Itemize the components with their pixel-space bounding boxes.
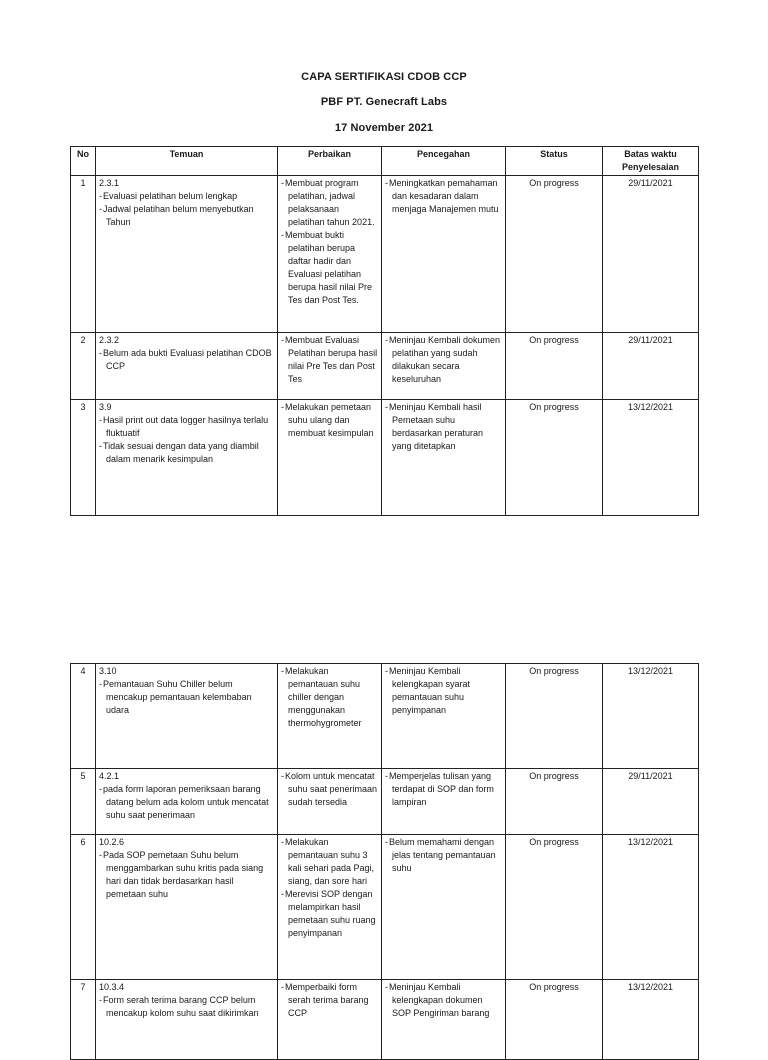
status-cell: On progress — [506, 835, 603, 980]
temuan-item: - Pada SOP pemetaan Suhu belum menggambarkan suhu kritis pada siang hari dan tidak berdasarkan hasil pemetaan suhu — [99, 849, 274, 901]
pencegahan-cell-list — [385, 401, 502, 453]
deadline-cell: 13/12/2021 — [603, 400, 699, 516]
pencegahan-cell-list — [385, 665, 502, 717]
perbaikan-cell-item: - Kolom untuk mencatat suhu saat penerimaan sudah tersedia — [281, 770, 378, 809]
perbaikan-cell-item: - Membuat program pelatihan, jadwal pelaksanaan pelatihan tahun 2021. — [281, 177, 378, 229]
row-number: 2 — [71, 333, 96, 400]
finding-code: 3.9 — [99, 402, 112, 412]
finding-code: 3.10 — [99, 666, 117, 676]
deadline-cell: 13/12/2021 — [603, 664, 699, 769]
temuan-list — [99, 190, 274, 229]
perbaikan-cell — [278, 769, 382, 835]
status-cell: On progress — [506, 400, 603, 516]
capa-table-continued — [70, 663, 699, 1060]
status-cell: On progress — [506, 664, 603, 769]
header-batas-waktu: Batas waktu Penyelesaian — [603, 147, 699, 176]
temuan-cell — [96, 980, 278, 1060]
pencegahan-cell-item: - Meningkatkan pemahaman dan kesadaran dalam menjaga Manajemen mutu — [385, 177, 502, 216]
header-temuan: Temuan — [96, 147, 278, 176]
deadline-cell: 29/11/2021 — [603, 769, 699, 835]
temuan-list — [99, 678, 274, 717]
perbaikan-cell — [278, 664, 382, 769]
perbaikan-cell-list — [281, 770, 378, 809]
perbaikan-cell-item: - Merevisi SOP dengan melampirkan hasil pemetaan suhu ruang penyimpanan — [281, 888, 378, 940]
document-title: CAPA SERTIFIKASI CDOB CCP — [301, 71, 467, 83]
table-row — [71, 176, 699, 333]
pencegahan-cell — [382, 664, 506, 769]
perbaikan-cell-list — [281, 836, 378, 940]
temuan-item: - Pemantauan Suhu Chiller belum mencakup pemantauan kelembaban udara — [99, 678, 274, 717]
temuan-cell — [96, 400, 278, 516]
perbaikan-cell — [278, 980, 382, 1060]
table-row — [71, 400, 699, 516]
pencegahan-cell-item: - Belum memahami dengan jelas tentang pemantauan suhu — [385, 836, 502, 875]
pencegahan-cell-item: - Meninjau Kembali dokumen pelatihan yang sudah dilakukan secara keseluruhan — [385, 334, 502, 386]
pencegahan-cell-item: - Meninjau Kembali kelengkapan dokumen SOP Pengiriman barang — [385, 981, 502, 1020]
pencegahan-cell-list — [385, 981, 502, 1020]
temuan-cell — [96, 333, 278, 400]
pencegahan-cell — [382, 835, 506, 980]
perbaikan-cell-item: - Melakukan pemantauan suhu 3 kali sehari pada Pagi, siang, dan sore hari — [281, 836, 378, 888]
perbaikan-cell — [278, 333, 382, 400]
perbaikan-cell — [278, 835, 382, 980]
temuan-item: - Evaluasi pelatihan belum lengkap — [99, 190, 274, 203]
table-row — [71, 664, 699, 769]
perbaikan-cell-item: - Membuat Evaluasi Pelatihan berupa hasil nilai Pre Tes dan Post Tes — [281, 334, 378, 386]
deadline-cell: 13/12/2021 — [603, 835, 699, 980]
perbaikan-cell — [278, 400, 382, 516]
finding-code: 2.3.1 — [99, 178, 120, 188]
pencegahan-cell-item: - Memperjelas tulisan yang terdapat di SOP dan form lampiran — [385, 770, 502, 809]
temuan-cell — [96, 769, 278, 835]
status-cell: On progress — [506, 980, 603, 1060]
temuan-list — [99, 994, 274, 1020]
finding-code: 4.2.1 — [99, 771, 120, 781]
pencegahan-cell — [382, 769, 506, 835]
deadline-cell: 29/11/2021 — [603, 176, 699, 333]
row-number: 3 — [71, 400, 96, 516]
pencegahan-cell-item: - Meninjau Kembali kelengkapan syarat pemantauan suhu penyimpanan — [385, 665, 502, 717]
header-no: No — [71, 147, 96, 176]
header-perbaikan: Perbaikan — [278, 147, 382, 176]
header-pencegahan: Pencegahan — [382, 147, 506, 176]
pencegahan-cell-list — [385, 770, 502, 809]
finding-code: 2.3.2 — [99, 335, 120, 345]
temuan-item: - Tidak sesuai dengan data yang diambil dalam menarik kesimpulan — [99, 440, 274, 466]
temuan-list — [99, 849, 274, 901]
perbaikan-cell-list — [281, 177, 378, 307]
document-date: 17 November 2021 — [334, 122, 434, 134]
perbaikan-cell-item: - Melakukan pemantauan suhu chiller dengan menggunakan thermohygrometer — [281, 665, 378, 730]
temuan-cell — [96, 835, 278, 980]
header-status: Status — [506, 147, 603, 176]
perbaikan-cell-list — [281, 665, 378, 730]
table-header-row — [71, 147, 699, 176]
perbaikan-cell-list — [281, 334, 378, 386]
temuan-list — [99, 414, 274, 466]
deadline-cell: 29/11/2021 — [603, 333, 699, 400]
row-number: 6 — [71, 835, 96, 980]
finding-code: 10.2.6 — [99, 837, 125, 847]
temuan-list — [99, 347, 274, 373]
pencegahan-cell — [382, 980, 506, 1060]
temuan-item: - Jadwal pelatihan belum menyebutkan Tahun — [99, 203, 274, 229]
pencegahan-cell-item: - Meninjau Kembali hasil Pemetaan suhu berdasarkan peraturan yang ditetapkan — [385, 401, 502, 453]
perbaikan-cell-list — [281, 401, 378, 440]
row-number: 5 — [71, 769, 96, 835]
capa-table — [70, 146, 699, 516]
table-row — [71, 333, 699, 400]
row-number: 4 — [71, 664, 96, 769]
row-number: 1 — [71, 176, 96, 333]
perbaikan-cell-item: - Membuat bukti pelatihan berupa daftar hadir dan Evaluasi pelatihan berupa hasil nilai Pre Tes dan Post Tes. — [281, 229, 378, 307]
deadline-cell: 13/12/2021 — [603, 980, 699, 1060]
pencegahan-cell — [382, 333, 506, 400]
table-row — [71, 769, 699, 835]
temuan-item: - Form serah terima barang CCP belum mencakup kolom suhu saat dikirimkan — [99, 994, 274, 1020]
perbaikan-cell — [278, 176, 382, 333]
pencegahan-cell — [382, 400, 506, 516]
pencegahan-cell-list — [385, 836, 502, 875]
status-cell: On progress — [506, 333, 603, 400]
perbaikan-cell-list — [281, 981, 378, 1020]
table-row — [71, 835, 699, 980]
perbaikan-cell-item: - Memperbaiki form serah terima barang CCP — [281, 981, 378, 1020]
perbaikan-cell-item: - Melakukan pemetaan suhu ulang dan membuat kesimpulan — [281, 401, 378, 440]
status-cell: On progress — [506, 176, 603, 333]
finding-code: 10.3.4 — [99, 982, 125, 992]
temuan-list — [99, 783, 274, 822]
temuan-cell — [96, 664, 278, 769]
temuan-cell — [96, 176, 278, 333]
temuan-item: - pada form laporan pemeriksaan barang datang belum ada kolom untuk mencatat suhu saat penerimaan — [99, 783, 274, 822]
pencegahan-cell-list — [385, 334, 502, 386]
status-cell: On progress — [506, 769, 603, 835]
temuan-item: - Belum ada bukti Evaluasi pelatihan CDOB CCP — [99, 347, 274, 373]
temuan-item: - Hasil print out data logger hasilnya terlalu fluktuatif — [99, 414, 274, 440]
company-name: PBF PT. Genecraft Labs — [320, 96, 448, 108]
row-number: 7 — [71, 980, 96, 1060]
pencegahan-cell-list — [385, 177, 502, 216]
table-row — [71, 980, 699, 1060]
pencegahan-cell — [382, 176, 506, 333]
